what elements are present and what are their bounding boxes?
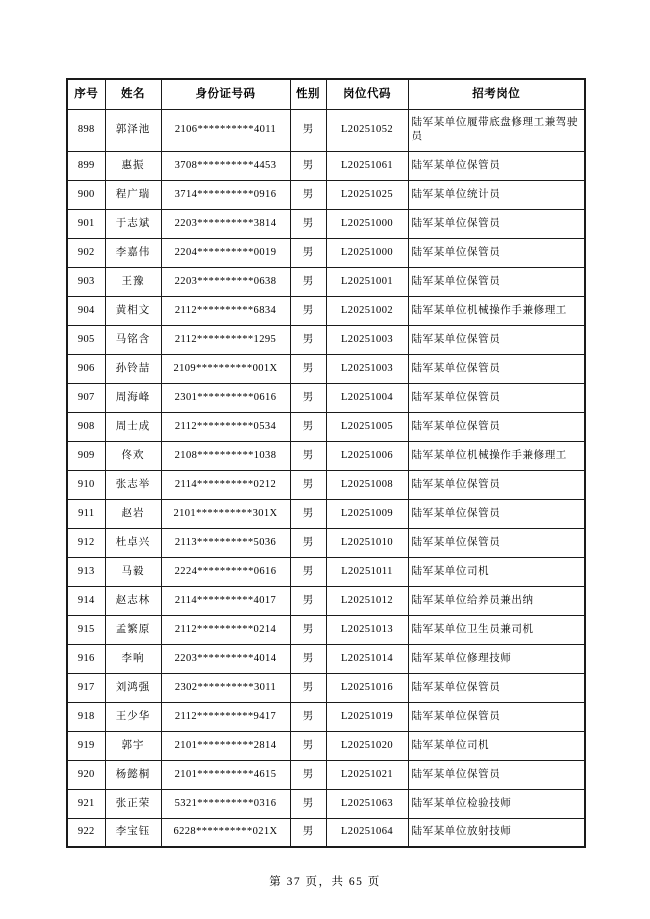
table-row: [67, 557, 585, 586]
cell-post-code: L20251052: [326, 109, 408, 151]
cell-name: 黄相文: [105, 296, 161, 325]
cell-post-title: 陆军某单位保管员: [408, 151, 585, 180]
cell-post-code: L20251014: [326, 644, 408, 673]
cell-post-code: L20251021: [326, 760, 408, 789]
cell-seq: 918: [67, 702, 105, 731]
cell-post-code: L20251005: [326, 412, 408, 441]
cell-post-code: L20251000: [326, 209, 408, 238]
cell-name: 李响: [105, 644, 161, 673]
cell-post-title: 陆军某单位放射技师: [408, 818, 585, 847]
cell-post-title: 陆军某单位机械操作手兼修理工: [408, 296, 585, 325]
cell-post-title: 陆军某单位履带底盘修理工兼驾驶员: [408, 109, 585, 151]
cell-name: 李嘉伟: [105, 238, 161, 267]
cell-id-number: 2106**********4011: [161, 109, 290, 151]
table-row: [67, 180, 585, 209]
cell-post-code: L20251001: [326, 267, 408, 296]
cell-gender: 男: [290, 209, 326, 238]
cell-seq: 910: [67, 470, 105, 499]
cell-id-number: 2108**********1038: [161, 441, 290, 470]
cell-post-title: 陆军某单位保管员: [408, 354, 585, 383]
cell-seq: 912: [67, 528, 105, 557]
cell-name: 张正荣: [105, 789, 161, 818]
cell-post-code: L20251010: [326, 528, 408, 557]
cell-post-code: L20251003: [326, 354, 408, 383]
cell-gender: 男: [290, 615, 326, 644]
cell-id-number: 2112**********1295: [161, 325, 290, 354]
table-row: [67, 238, 585, 267]
cell-gender: 男: [290, 789, 326, 818]
cell-seq: 922: [67, 818, 105, 847]
table-row: [67, 296, 585, 325]
recruitment-roster-table: [66, 78, 586, 848]
page-number: 第 37 页，共 65 页: [269, 876, 381, 888]
cell-seq: 903: [67, 267, 105, 296]
cell-seq: 900: [67, 180, 105, 209]
header-id-number: 身份证号码: [161, 79, 290, 109]
cell-seq: 915: [67, 615, 105, 644]
cell-post-title: 陆军某单位保管员: [408, 412, 585, 441]
cell-seq: 916: [67, 644, 105, 673]
table-row: [67, 644, 585, 673]
cell-id-number: 2203**********0638: [161, 267, 290, 296]
cell-seq: 917: [67, 673, 105, 702]
cell-post-title: 陆军某单位司机: [408, 731, 585, 760]
cell-seq: 914: [67, 586, 105, 615]
cell-id-number: 2112**********0214: [161, 615, 290, 644]
cell-name: 周海峰: [105, 383, 161, 412]
table-row: [67, 818, 585, 847]
cell-seq: 899: [67, 151, 105, 180]
cell-name: 赵岩: [105, 499, 161, 528]
cell-name: 惠振: [105, 151, 161, 180]
cell-gender: 男: [290, 441, 326, 470]
table-row: [67, 499, 585, 528]
table-row: [67, 109, 585, 151]
header-post-code: 岗位代码: [326, 79, 408, 109]
table-row: [67, 789, 585, 818]
cell-id-number: 2203**********3814: [161, 209, 290, 238]
table-row: [67, 470, 585, 499]
cell-name: 刘鸿强: [105, 673, 161, 702]
header-gender: 性别: [290, 79, 326, 109]
cell-post-title: 陆军某单位保管员: [408, 267, 585, 296]
cell-id-number: 2204**********0019: [161, 238, 290, 267]
cell-gender: 男: [290, 296, 326, 325]
cell-seq: 913: [67, 557, 105, 586]
cell-post-title: 陆军某单位卫生员兼司机: [408, 615, 585, 644]
cell-post-code: L20251020: [326, 731, 408, 760]
cell-name: 于志斌: [105, 209, 161, 238]
cell-name: 郭宇: [105, 731, 161, 760]
cell-id-number: 2101**********2814: [161, 731, 290, 760]
cell-name: 孟繁原: [105, 615, 161, 644]
cell-post-code: L20251013: [326, 615, 408, 644]
cell-name: 王豫: [105, 267, 161, 296]
cell-id-number: 5321**********0316: [161, 789, 290, 818]
cell-id-number: 2114**********4017: [161, 586, 290, 615]
cell-gender: 男: [290, 673, 326, 702]
cell-name: 佟欢: [105, 441, 161, 470]
cell-name: 杜卓兴: [105, 528, 161, 557]
cell-gender: 男: [290, 760, 326, 789]
cell-id-number: 2101**********4615: [161, 760, 290, 789]
cell-post-title: 陆军某单位保管员: [408, 760, 585, 789]
cell-post-code: L20251061: [326, 151, 408, 180]
cell-post-code: L20251009: [326, 499, 408, 528]
cell-post-code: L20251002: [326, 296, 408, 325]
cell-post-code: L20251012: [326, 586, 408, 615]
cell-name: 张志举: [105, 470, 161, 499]
table-row: [67, 441, 585, 470]
table-row: [67, 528, 585, 557]
table-row: [67, 325, 585, 354]
cell-gender: 男: [290, 702, 326, 731]
cell-post-title: 陆军某单位司机: [408, 557, 585, 586]
cell-seq: 909: [67, 441, 105, 470]
cell-seq: 908: [67, 412, 105, 441]
cell-name: 王少华: [105, 702, 161, 731]
cell-id-number: 2101**********301X: [161, 499, 290, 528]
cell-gender: 男: [290, 470, 326, 499]
cell-gender: 男: [290, 180, 326, 209]
table-row: [67, 412, 585, 441]
cell-name: 周士成: [105, 412, 161, 441]
header-row: [67, 79, 585, 109]
cell-gender: 男: [290, 151, 326, 180]
table-row: [67, 615, 585, 644]
cell-post-code: L20251003: [326, 325, 408, 354]
header-post-title: 招考岗位: [408, 79, 585, 109]
cell-id-number: 2224**********0616: [161, 557, 290, 586]
cell-post-title: 陆军某单位保管员: [408, 383, 585, 412]
cell-gender: 男: [290, 557, 326, 586]
table-row: [67, 354, 585, 383]
cell-gender: 男: [290, 412, 326, 441]
cell-post-title: 陆军某单位机械操作手兼修理工: [408, 441, 585, 470]
cell-name: 郭泽池: [105, 109, 161, 151]
cell-gender: 男: [290, 499, 326, 528]
cell-gender: 男: [290, 325, 326, 354]
cell-seq: 921: [67, 789, 105, 818]
cell-seq: 906: [67, 354, 105, 383]
cell-post-title: 陆军某单位保管员: [408, 499, 585, 528]
cell-gender: 男: [290, 586, 326, 615]
cell-gender: 男: [290, 528, 326, 557]
cell-id-number: 2112**********6834: [161, 296, 290, 325]
cell-post-title: 陆军某单位统计员: [408, 180, 585, 209]
cell-post-title: 陆军某单位检验技师: [408, 789, 585, 818]
cell-seq: 898: [67, 109, 105, 151]
cell-gender: 男: [290, 644, 326, 673]
cell-name: 马毅: [105, 557, 161, 586]
table-row: [67, 151, 585, 180]
cell-id-number: 2302**********3011: [161, 673, 290, 702]
cell-post-code: L20251004: [326, 383, 408, 412]
cell-post-title: 陆军某单位保管员: [408, 673, 585, 702]
cell-seq: 920: [67, 760, 105, 789]
cell-post-code: L20251063: [326, 789, 408, 818]
cell-id-number: 6228**********021X: [161, 818, 290, 847]
cell-name: 程广瑞: [105, 180, 161, 209]
cell-gender: 男: [290, 731, 326, 760]
cell-post-code: L20251006: [326, 441, 408, 470]
cell-post-title: 陆军某单位保管员: [408, 238, 585, 267]
cell-post-code: L20251008: [326, 470, 408, 499]
cell-gender: 男: [290, 238, 326, 267]
table-row: [67, 673, 585, 702]
cell-post-title: 陆军某单位保管员: [408, 528, 585, 557]
cell-seq: 911: [67, 499, 105, 528]
cell-gender: 男: [290, 354, 326, 383]
cell-post-code: L20251064: [326, 818, 408, 847]
cell-post-title: 陆军某单位给养员兼出纳: [408, 586, 585, 615]
table-row: [67, 702, 585, 731]
cell-id-number: 2203**********4014: [161, 644, 290, 673]
table-row: [67, 209, 585, 238]
cell-gender: 男: [290, 267, 326, 296]
cell-name: 李宝钰: [105, 818, 161, 847]
cell-post-title: 陆军某单位修理技师: [408, 644, 585, 673]
cell-id-number: 3714**********0916: [161, 180, 290, 209]
header-seq: 序号: [67, 79, 105, 109]
table-body: [67, 109, 585, 847]
cell-name: 孙铃喆: [105, 354, 161, 383]
cell-id-number: 2113**********5036: [161, 528, 290, 557]
cell-post-code: L20251019: [326, 702, 408, 731]
cell-seq: 904: [67, 296, 105, 325]
cell-post-title: 陆军某单位保管员: [408, 702, 585, 731]
cell-seq: 919: [67, 731, 105, 760]
table-row: [67, 383, 585, 412]
cell-post-code: L20251011: [326, 557, 408, 586]
cell-seq: 905: [67, 325, 105, 354]
cell-post-code: L20251000: [326, 238, 408, 267]
cell-gender: 男: [290, 818, 326, 847]
table-row: [67, 731, 585, 760]
cell-name: 马铭含: [105, 325, 161, 354]
cell-post-title: 陆军某单位保管员: [408, 325, 585, 354]
header-name: 姓名: [105, 79, 161, 109]
cell-post-code: L20251016: [326, 673, 408, 702]
cell-name: 杨懿桐: [105, 760, 161, 789]
cell-gender: 男: [290, 109, 326, 151]
cell-post-title: 陆军某单位保管员: [408, 209, 585, 238]
cell-seq: 901: [67, 209, 105, 238]
cell-seq: 902: [67, 238, 105, 267]
cell-id-number: 2112**********9417: [161, 702, 290, 731]
cell-id-number: 2112**********0534: [161, 412, 290, 441]
cell-name: 赵志林: [105, 586, 161, 615]
cell-post-code: L20251025: [326, 180, 408, 209]
cell-id-number: 2301**********0616: [161, 383, 290, 412]
cell-post-title: 陆军某单位保管员: [408, 470, 585, 499]
cell-id-number: 2114**********0212: [161, 470, 290, 499]
cell-gender: 男: [290, 383, 326, 412]
table-row: [67, 267, 585, 296]
cell-seq: 907: [67, 383, 105, 412]
table-row: [67, 760, 585, 789]
cell-id-number: 2109**********001X: [161, 354, 290, 383]
cell-id-number: 3708**********4453: [161, 151, 290, 180]
table-row: [67, 586, 585, 615]
